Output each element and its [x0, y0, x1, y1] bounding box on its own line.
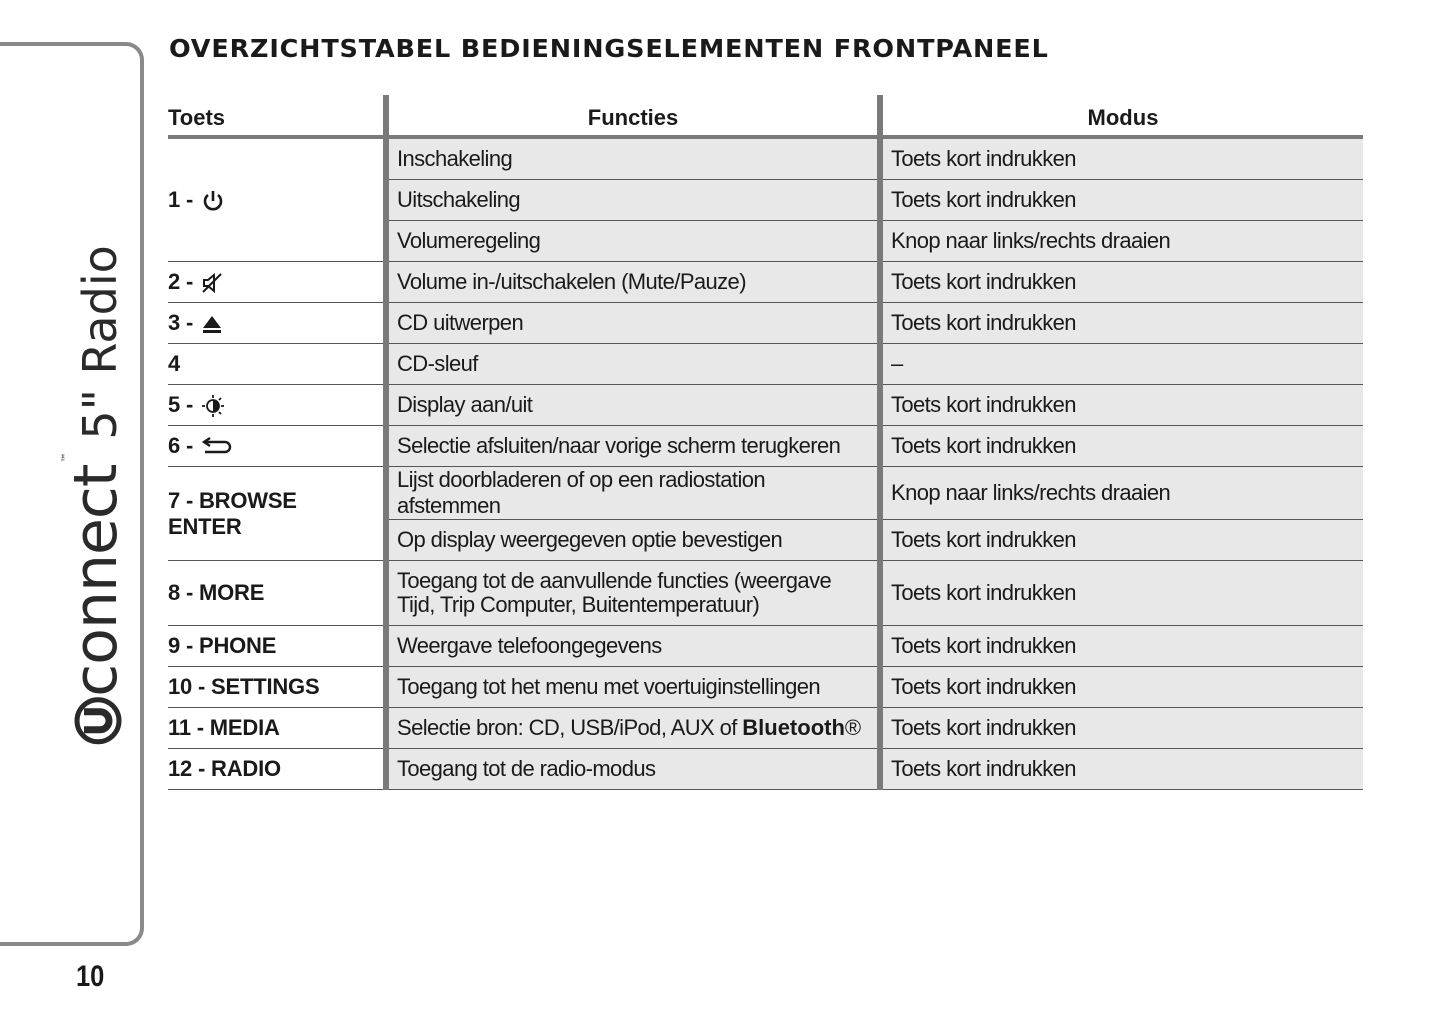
- table-row: [168, 385, 1363, 426]
- mode-cell: Knop naar links/rechts draaien: [880, 221, 1363, 262]
- function-cell: Volume in-/uitschakelen (Mute/Pauze): [386, 262, 880, 303]
- key-cell: 8 - MORE: [168, 561, 386, 626]
- function-cell: Volumeregeling: [386, 221, 880, 262]
- key-label: 6 -: [168, 433, 194, 458]
- key-label: 3 -: [168, 310, 194, 335]
- mode-cell: Toets kort indrukken: [880, 303, 1363, 344]
- key-cell: 12 - RADIO: [168, 749, 386, 790]
- mode-cell: Toets kort indrukken: [880, 667, 1363, 708]
- mode-cell: Toets kort indrukken: [880, 180, 1363, 221]
- controls-table: [168, 95, 1363, 790]
- key-label: 1 -: [168, 186, 194, 212]
- function-cell: CD-sleuf: [386, 344, 880, 385]
- function-cell: Weergave telefoongegevens: [386, 626, 880, 667]
- function-cell: Display aan/uit: [386, 385, 880, 426]
- key-cell: [168, 385, 386, 426]
- function-text: Selectie bron: CD, USB/iPod, AUX of: [397, 715, 743, 740]
- function-cell: Toegang tot de radio-modus: [386, 749, 880, 790]
- mode-cell: Toets kort indrukken: [880, 426, 1363, 467]
- function-cell: Uitschakeling: [386, 180, 880, 221]
- mode-cell: –: [880, 344, 1363, 385]
- mode-cell: Knop naar links/rechts draaien: [880, 467, 1363, 520]
- mode-cell: Toets kort indrukken: [880, 385, 1363, 426]
- key-cell: 9 - PHONE: [168, 626, 386, 667]
- header-modus: Modus: [880, 95, 1363, 137]
- function-cell: Toegang tot de aanvullende functies (weergave Tijd, Trip Computer, Buitentemperatuur): [386, 561, 880, 626]
- key-cell: [168, 262, 386, 303]
- display-brightness-icon: [201, 394, 225, 418]
- mode-cell: Toets kort indrukken: [880, 749, 1363, 790]
- mode-cell: Toets kort indrukken: [880, 708, 1363, 749]
- key-cell: 10 - SETTINGS: [168, 667, 386, 708]
- uconnect-logo: [61, 454, 131, 745]
- function-cell: Inschakeling: [386, 137, 880, 180]
- key-cell: 7 - BROWSE ENTER: [168, 467, 386, 561]
- table-row: [168, 561, 1363, 626]
- model-label: 5" Radio: [73, 245, 127, 440]
- key-label: 2 -: [168, 269, 194, 294]
- table-row: [168, 344, 1363, 385]
- mode-cell: Toets kort indrukken: [880, 626, 1363, 667]
- brand-text: connect: [61, 464, 131, 697]
- function-cell: Toegang tot het menu met voertuiginstellingen: [386, 667, 880, 708]
- mute-speaker-icon: [201, 272, 223, 294]
- mode-cell: Toets kort indrukken: [880, 262, 1363, 303]
- back-arrow-icon: [201, 437, 233, 457]
- table-row: [168, 626, 1363, 667]
- key-cell: [168, 426, 386, 467]
- key-cell: 11 - MEDIA: [168, 708, 386, 749]
- power-icon: [201, 189, 225, 213]
- key-cell: 4: [168, 344, 386, 385]
- table-header-row: [168, 95, 1363, 137]
- table-row: [168, 262, 1363, 303]
- registered-mark: ®: [844, 715, 861, 740]
- table-row: [168, 667, 1363, 708]
- key-cell: [168, 137, 386, 262]
- function-cell: Selectie afsluiten/naar vorige scherm terugkeren: [386, 426, 880, 467]
- table-row: [168, 303, 1363, 344]
- mode-cell: Toets kort indrukken: [880, 520, 1363, 561]
- function-cell: [386, 708, 880, 749]
- trademark: ™: [61, 453, 72, 463]
- function-cell: Op display weergegeven optie bevestigen: [386, 520, 880, 561]
- u-logo-icon: [72, 697, 122, 745]
- function-cell: CD uitwerpen: [386, 303, 880, 344]
- key-cell: [168, 303, 386, 344]
- table-row: [168, 467, 1363, 520]
- function-cell: Lijst doorbladeren of op een radiostation afstemmen: [386, 467, 880, 520]
- mode-cell: Toets kort indrukken: [880, 561, 1363, 626]
- mode-cell: Toets kort indrukken: [880, 137, 1363, 180]
- header-toets: Toets: [168, 95, 386, 137]
- key-label: 5 -: [168, 391, 194, 417]
- eject-icon: [201, 313, 223, 335]
- page-title: OVERZICHTSTABEL BEDIENINGSELEMENTEN FRONTPANEEL: [169, 34, 1049, 63]
- table-row: [168, 137, 1363, 180]
- table-row: [168, 708, 1363, 749]
- table-row: [168, 749, 1363, 790]
- header-functies: Functies: [386, 95, 880, 137]
- bluetooth-text: Bluetooth: [742, 715, 845, 740]
- table-row: [168, 426, 1363, 467]
- page-number: 10: [76, 960, 105, 993]
